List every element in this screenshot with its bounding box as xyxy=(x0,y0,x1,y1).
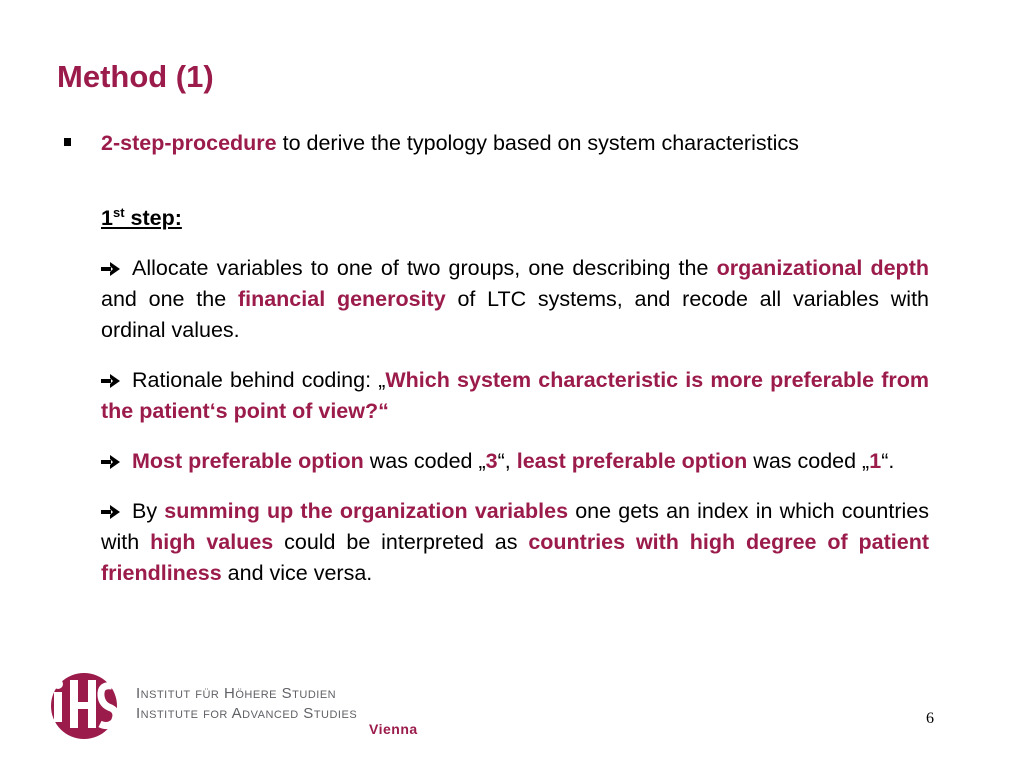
emphasis-least-preferable: least preferable option xyxy=(516,449,748,473)
step-number: 1 xyxy=(101,206,113,230)
page-number: 6 xyxy=(926,710,934,727)
step-label: step: xyxy=(124,206,182,230)
step-superscript: st xyxy=(112,204,125,220)
arrow-right-icon xyxy=(101,455,120,469)
institute-name-de: Institut für Höhere Studien xyxy=(136,685,337,702)
paragraph-rationale: Rationale behind coding: „Which system characteristic is more preferable from the patient‘s point of view?“ xyxy=(101,368,930,423)
emphasis-high-values: high values xyxy=(150,530,274,554)
paragraph-coding: Most preferable option was coded „3“, least preferable option was coded „1“. xyxy=(101,446,929,477)
bullet-lead: 2-step-procedure xyxy=(101,131,277,155)
emphasis-rationale-question: Which system characteristic is more preferable from the patient‘s point of view?“ xyxy=(101,368,930,423)
emphasis-organizational-depth: organizational depth xyxy=(716,256,929,280)
slide-body xyxy=(101,128,929,608)
paragraph-allocate: Allocate variables to one of two groups, one describing the organizational depth and one the financial generosity of LTC systems, and recode all variables with ordinal values. xyxy=(101,256,929,342)
arrow-right-icon xyxy=(101,374,120,388)
emphasis-code-3: 3 xyxy=(485,449,498,473)
arrow-right-icon xyxy=(101,262,120,276)
arrow-right-icon xyxy=(101,505,120,519)
paragraph-summing: By summing up the organization variables one gets an index in which countries with high values could be interpreted as countries with high degree of patient friendliness and vice versa. xyxy=(101,499,929,585)
emphasis-financial-generosity: financial generosity xyxy=(237,287,446,311)
bullet-text: to derive the typology based on system characteristics xyxy=(276,131,799,155)
square-bullet-icon xyxy=(64,138,71,146)
institute-name-en: Institute for Advanced Studies xyxy=(136,705,358,722)
institute-name xyxy=(136,684,357,724)
institute-city: Vienna xyxy=(369,721,418,737)
slide-title: Method (1) xyxy=(57,59,214,94)
emphasis-summing: summing up the organization variables xyxy=(164,499,569,523)
emphasis-code-1: 1 xyxy=(869,449,882,473)
emphasis-patient-friendliness: countries with high degree of patient friendliness xyxy=(101,530,929,585)
step-heading xyxy=(101,203,929,234)
bullet-item xyxy=(101,128,929,159)
emphasis-most-preferable: Most preferable option xyxy=(132,449,364,473)
